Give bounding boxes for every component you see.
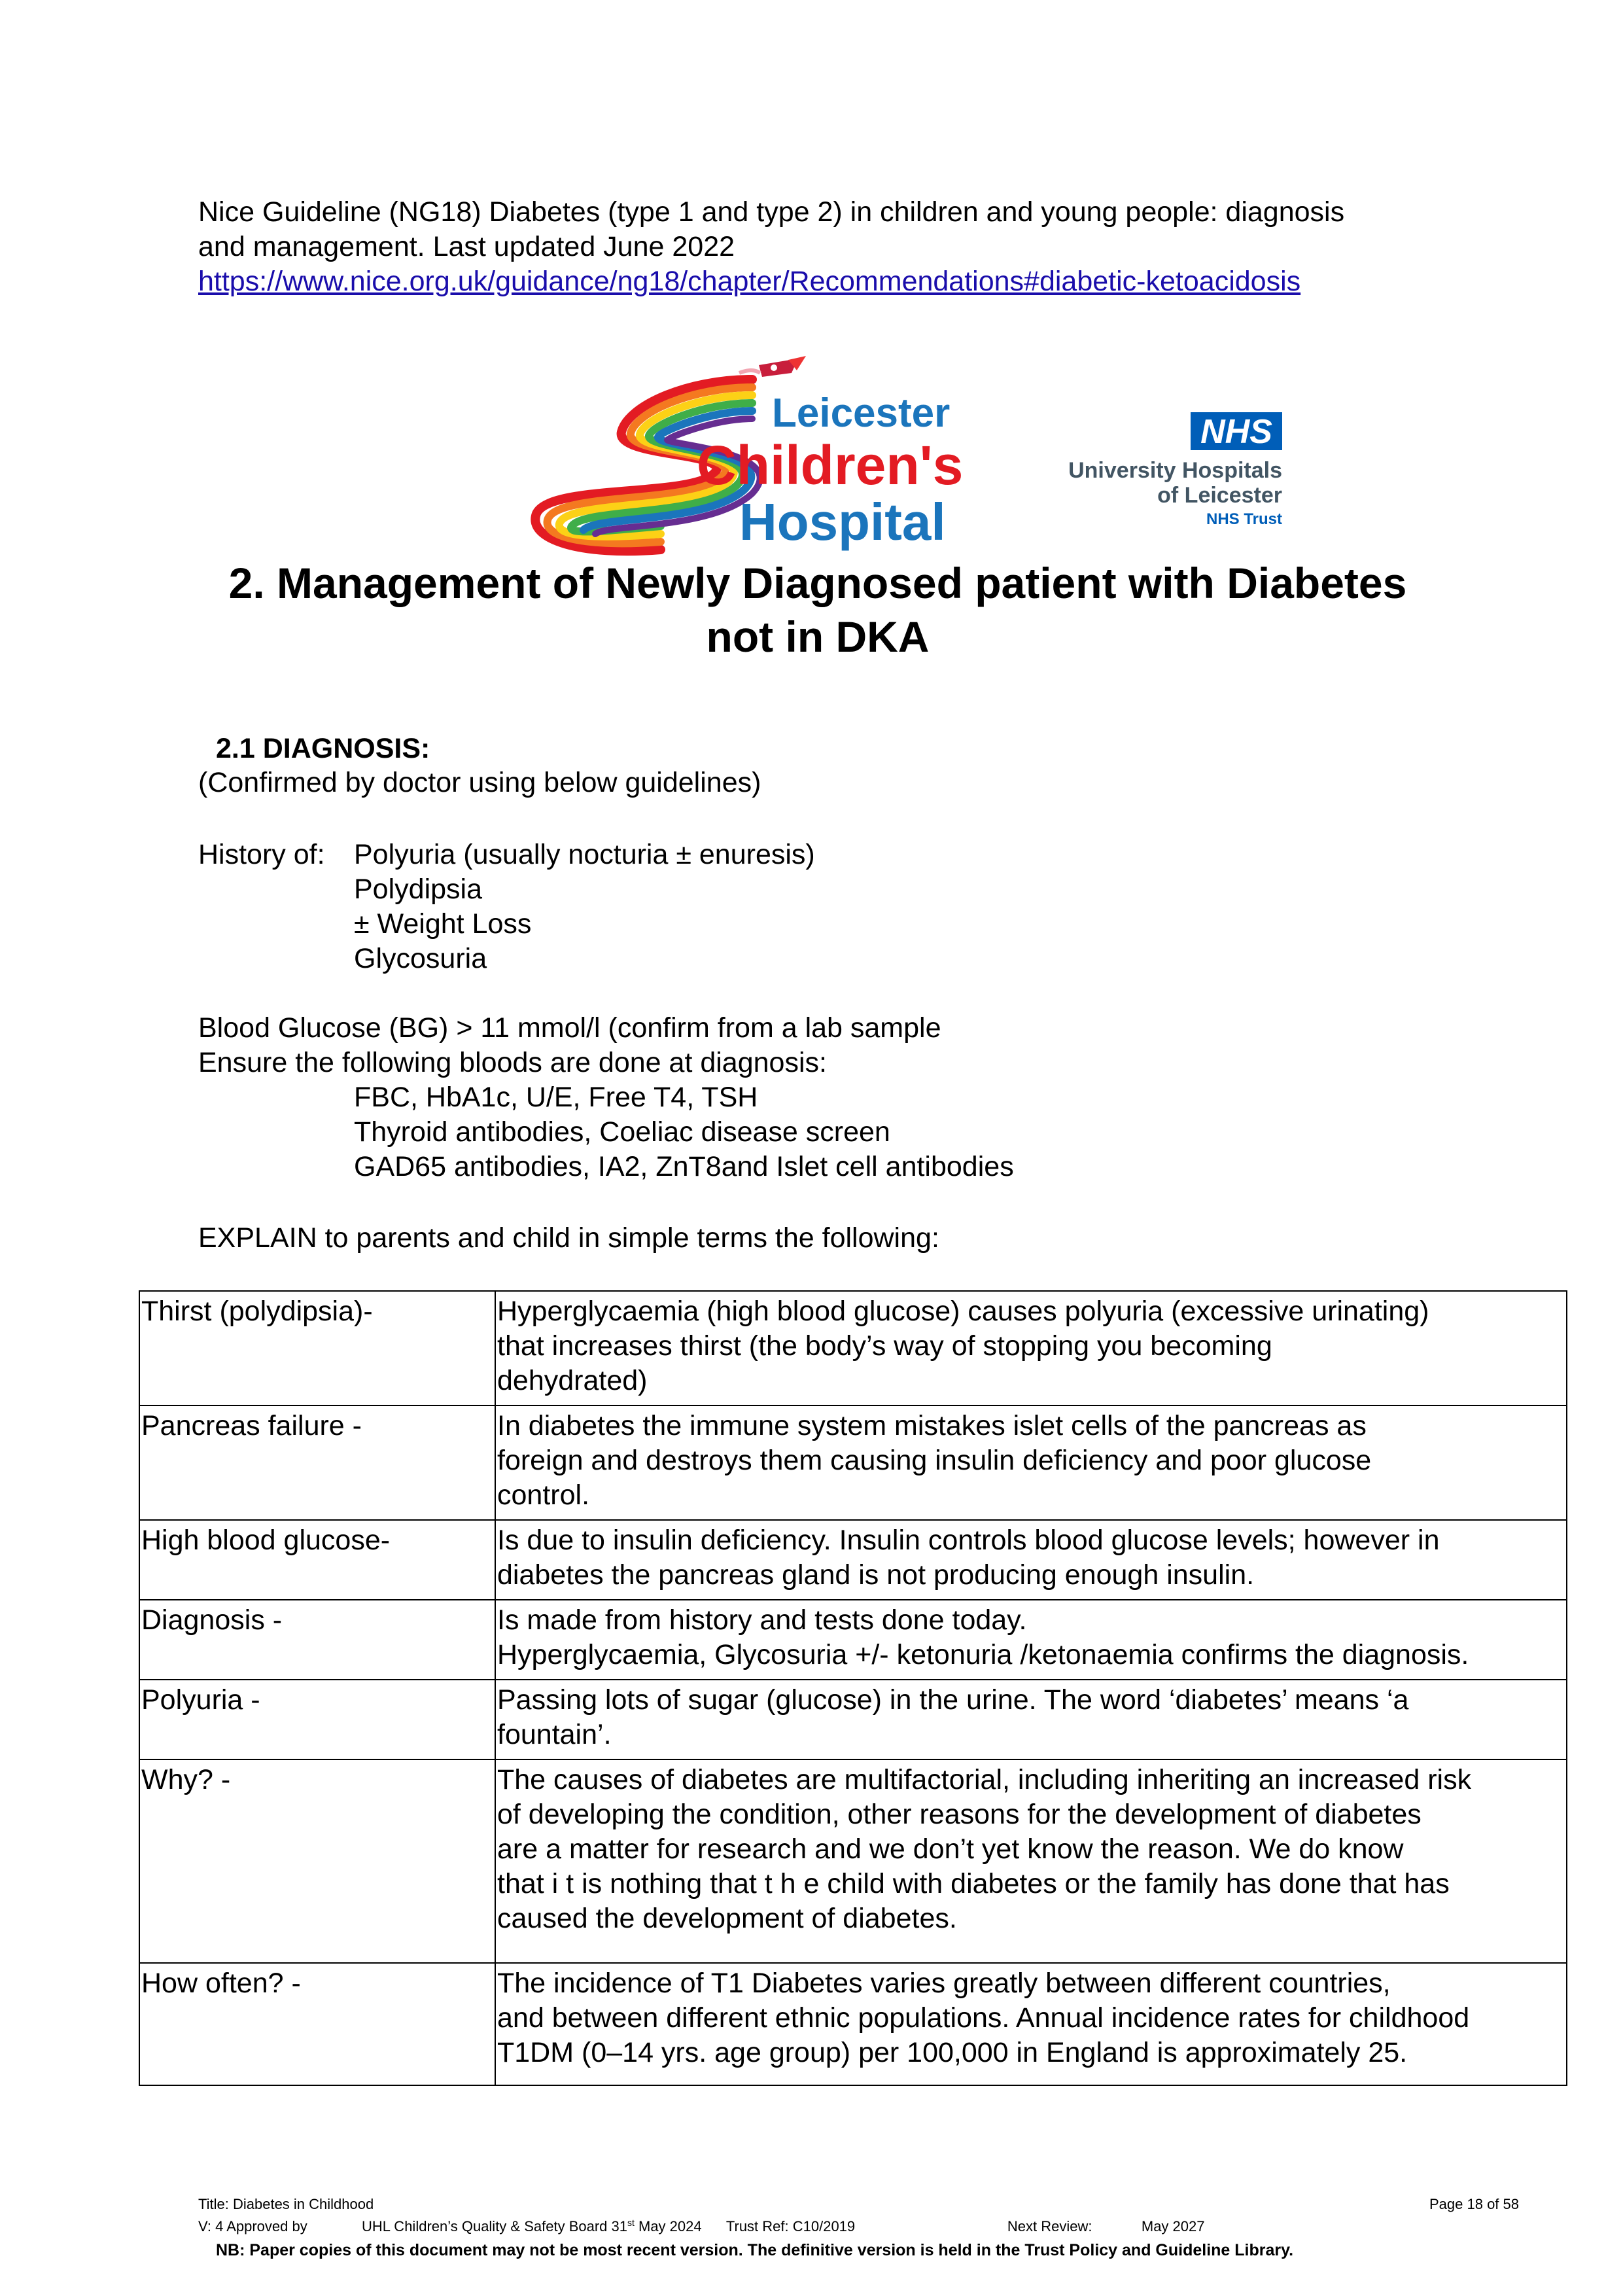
definition-line: Is made from history and tests done today. — [497, 1604, 1027, 1636]
definition-line: T1DM (0–14 yrs. age group) per 100,000 in England is approximately 25. — [497, 2037, 1408, 2068]
page-title-line: 2. Management of Newly Diagnosed patient with Diabetes — [228, 559, 1407, 607]
table-row — [139, 1405, 1567, 1520]
definition-line: of developing the condition, other reasons for the development of diabetes — [497, 1799, 1422, 1830]
definition-line: In diabetes the immune system mistakes islet cells of the pancreas as — [497, 1410, 1367, 1441]
nhs-logo-line2: of Leicester — [1157, 483, 1282, 508]
footer-next-review-label: Next Review: — [1007, 2218, 1092, 2235]
definition-line: caused the development of diabetes. — [497, 1903, 957, 1934]
definition-cell — [495, 1600, 1567, 1680]
nhs-logo-line1: University Hospitals — [1068, 458, 1282, 483]
definition-line: The causes of diabetes are multifactorial, including inheriting an increased risk — [497, 1764, 1472, 1795]
definition-line: control. — [497, 1479, 590, 1511]
term-cell: Diagnosis - — [139, 1600, 495, 1680]
history-item: Glycosuria — [354, 943, 487, 974]
section-subtitle: (Confirmed by doctor using below guidelines) — [198, 767, 761, 798]
term-cell: Pancreas failure - — [139, 1405, 495, 1520]
table-row — [139, 1680, 1567, 1759]
definition-cell — [495, 1520, 1567, 1600]
footer-page-number: Page 18 of 58 — [1429, 2196, 1520, 2212]
definition-line: are a matter for research and we don’t yet know the reason. We do know — [497, 1833, 1404, 1865]
footer-version: V: 4 Approved by — [198, 2218, 307, 2235]
table-row — [139, 1291, 1567, 1405]
definition-line: that i t is nothing that t h e child with diabetes or the family has done that has — [497, 1868, 1450, 1899]
history-item: Polydipsia — [354, 874, 482, 905]
reference-line: Nice Guideline (NG18) Diabetes (type 1 and type 2) in children and young people: diagnosis — [198, 196, 1345, 228]
rocket-icon — [739, 356, 806, 377]
blood-test-item: Thyroid antibodies, Coeliac disease screen — [354, 1116, 890, 1148]
term-cell: How often? - — [139, 1963, 495, 2085]
table-row — [139, 1520, 1567, 1600]
footer-board-sup: st — [627, 2217, 635, 2228]
nhs-badge-text: NHS — [1200, 413, 1272, 451]
page-title-line: not in DKA — [706, 612, 930, 661]
term-cell: High blood glucose- — [139, 1520, 495, 1600]
lch-logo-line2: Children's — [697, 434, 964, 496]
explain-intro: EXPLAIN to parents and child in simple terms the following: — [198, 1222, 939, 1254]
definition-line: Passing lots of sugar (glucose) in the urine. The word ‘diabetes’ means ‘a — [497, 1684, 1409, 1716]
footer-nb-notice: NB: Paper copies of this document may not be most recent version. The definitive version is held in the Trust Policy and Guideline Library. — [216, 2241, 1294, 2259]
nhs-trust-logo — [1040, 409, 1289, 530]
definition-line: Hyperglycaemia, Glycosuria +/- ketonuria /ketonaemia confirms the diagnosis. — [497, 1639, 1469, 1670]
definition-line: Hyperglycaemia (high blood glucose) causes polyuria (excessive urinating) — [497, 1296, 1429, 1327]
definition-line: dehydrated) — [497, 1365, 648, 1396]
table-row — [139, 1963, 1567, 2085]
footer-board: UHL Children’s Quality & Safety Board 31 — [362, 2218, 627, 2235]
history-label: History of: — [198, 839, 325, 870]
blood-test-item: FBC, HbA1c, U/E, Free T4, TSH — [354, 1082, 758, 1113]
term-cell: Polyuria - — [139, 1680, 495, 1759]
footer-next-review: May 2027 — [1141, 2218, 1205, 2235]
explanation-table — [139, 1290, 1567, 2086]
leicester-childrens-hospital-logo — [523, 353, 981, 563]
term-cell: Thirst (polydipsia)- — [139, 1291, 495, 1405]
reference-line: and management. Last updated June 2022 — [198, 231, 735, 262]
history-item: ± Weight Loss — [354, 908, 532, 940]
definition-cell — [495, 1963, 1567, 2085]
definition-cell — [495, 1405, 1567, 1520]
reference-block — [198, 195, 1474, 299]
definition-line: The incidence of T1 Diabetes varies greatly between different countries, — [497, 1968, 1391, 1999]
definition-cell — [495, 1759, 1567, 1963]
definition-line: diabetes the pancreas gland is not producing enough insulin. — [497, 1559, 1255, 1591]
definition-cell — [495, 1680, 1567, 1759]
definition-line: that increases thirst (the body’s way of stopping you becoming — [497, 1330, 1272, 1362]
nhs-logo-line3: NHS Trust — [1206, 510, 1282, 528]
definition-line: foreign and destroys them causing insulin deficiency and poor glucose — [497, 1445, 1372, 1476]
definition-line: fountain’. — [497, 1719, 612, 1750]
lch-logo-line1: Leicester — [772, 391, 951, 436]
footer-board-date: May 2024 — [634, 2218, 702, 2235]
history-item: Polyuria (usually nocturia ± enuresis) — [354, 839, 815, 870]
blood-glucose-line: Blood Glucose (BG) > 11 mmol/l (confirm from a lab sample — [198, 1012, 941, 1044]
definition-line: and between different ethnic populations. Annual incidence rates for childhood — [497, 2002, 1470, 2034]
ensure-bloods-line: Ensure the following bloods are done at diagnosis: — [198, 1047, 827, 1078]
definition-line: Is due to insulin deficiency. Insulin controls blood glucose levels; however in — [497, 1525, 1440, 1556]
page-title — [157, 556, 1478, 663]
section-heading: 2.1 DIAGNOSIS: — [216, 733, 430, 764]
footer-title: Title: Diabetes in Childhood — [198, 2196, 374, 2212]
footer-trust-ref: Trust Ref: C10/2019 — [725, 2218, 856, 2235]
definition-cell — [495, 1291, 1567, 1405]
table-row — [139, 1759, 1567, 1963]
footer-approval-line — [198, 2214, 1376, 2236]
term-cell: Why? - — [139, 1759, 495, 1963]
blood-test-item: GAD65 antibodies, IA2, ZnT8and Islet cell antibodies — [354, 1151, 1014, 1182]
reference-link[interactable]: https://www.nice.org.uk/guidance/ng18/chapter/Recommendations#diabetic-ketoacidosis — [198, 266, 1301, 297]
table-row — [139, 1600, 1567, 1680]
lch-logo-line3: Hospital — [739, 493, 946, 551]
